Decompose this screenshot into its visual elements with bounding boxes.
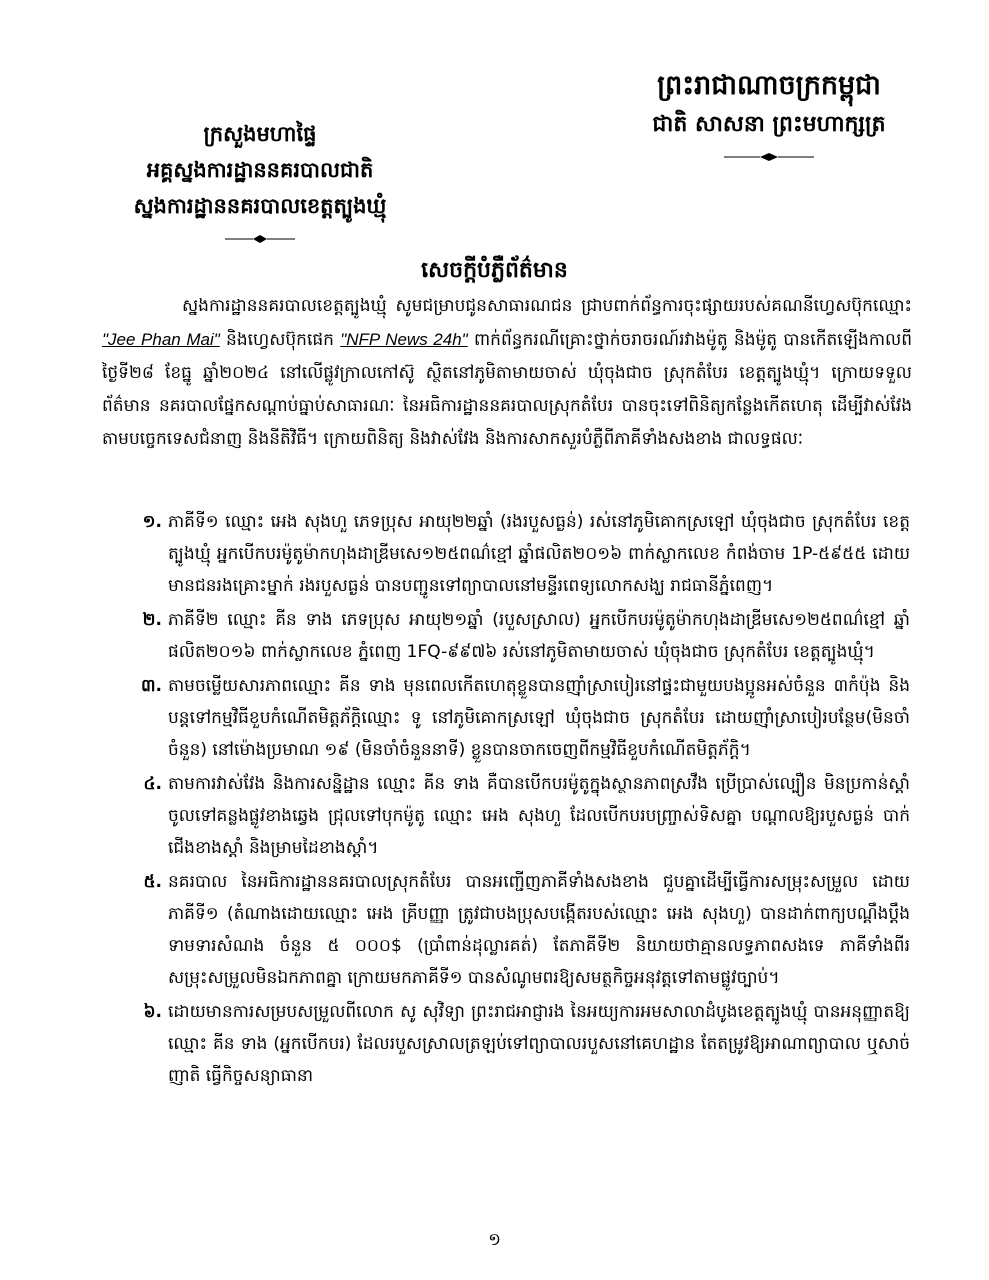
list-item — [110, 670, 910, 766]
ministry-header — [100, 116, 420, 244]
item-number: ៤. — [143, 774, 162, 794]
ornament-divider-icon — [724, 152, 814, 162]
intro-paragraph — [102, 290, 912, 456]
intro-text: និងហ្វេសប៊ុកផេក — [219, 330, 341, 350]
facebook-page-name: "NFP News 24h" — [340, 330, 468, 349]
document-title: សេចក្តីបំភ្លឺព័ត៌មាន — [421, 258, 568, 283]
item-number: ១. — [142, 512, 162, 532]
item-text: នគរបាល នៃអធិការដ្ឋាននគរបាលស្រុកតំបែរ បានអញ្ជើញភាគីទាំងសងខាង ជួបគ្នាដើម្បីធ្វើការសម្រុះសម្រួល ដោយភាគីទី១ (តំណាងដោយឈ្មោះ អេង គ្រីបញ្ញា ត្រូវជាបងប្រុសបង្កើតរបស់ឈ្មោះ អេង សុងហួ) បានដាក់ពាក្យបណ្តឹងប្តឹងទាមទារសំណង ចំនួន ៥ ០០០$ (ប្រាំពាន់ដុល្លារគត់) តែភាគីទី២ និយាយថាគ្មានលទ្ធភាពសងទេ ភាគីទាំងពីរសម្រុះសម្រួលមិនឯកភាពគ្នា ក្រោយមកភាគីទី១ បានសំណូមពរឱ្យសមត្ថកិច្ចអនុវត្តទៅតាមផ្លូវច្បាប់។ — [168, 872, 910, 988]
item-number: ២. — [142, 610, 162, 630]
facebook-account-name: "Jee Phan Mai" — [102, 330, 220, 349]
ministry-name: ក្រសួងមហាផ្ទៃ — [203, 122, 317, 146]
item-text: តាមចម្លើយសារភាពឈ្មោះ គីន ទាង មុនពេលកើតហេតុខ្លួនបានញ៉ាំស្រាបៀរនៅផ្ទះជាមួយបងប្អូនអស់ចំនួន ៣កំប៉ុង និងបន្តទៅកម្មវិធីខួបកំណើតមិត្តភ័ក្តិឈ្មោះ ទូ នៅភូមិគោកស្រឡៅ ឃុំចុងជាច ស្រុកតំបែរ ដោយញ៉ាំស្រាបៀរបន្ថែម(មិនចាំចំនួន) នៅម៉ោងប្រមាណ ១៩ (មិនចាំចំនួននាទី) ខ្លួនបានចាកចេញពីកម្មវិធីខួបកំណើតមិត្តភ័ក្តិ។ — [168, 676, 910, 760]
kingdom-title: ព្រះរាជាណាចក្រកម្ពុជា — [657, 70, 881, 101]
kingdom-motto: ជាតិ សាសនា ព្រះមហាក្សត្រ — [652, 112, 886, 137]
item-text: ភាគីទី២ ឈ្មោះ គីន ទាង ភេទប្រុស អាយុ២១ឆ្នាំ (របួសស្រាល) អ្នកបើកបរម៉ូតូម៉ាកហុងដាឌ្រីមសេ១២៥ពណ៌ខ្មៅ ឆ្នាំផលិត២០១៦ ពាក់ស្លាកលេខ ភ្នំពេញ 1FQ-៩៩៧៦ រស់នៅភូមិតាមាយចាស់ ឃុំចុងជាច ស្រុកតំបែរ ខេត្តត្បូងឃ្មុំ។ — [168, 610, 910, 662]
item-text: តាមការវាស់វែង និងការសន្និដ្ឋាន ឈ្មោះ គីន ទាង គឺបានបើកបរម៉ូតូក្នុងស្ថានភាពស្រវឹង ប្រើប្រាស់ល្បឿន មិនប្រកាន់ស្តាំចូលទៅគន្លងផ្លូវខាងឆ្វេង ជ្រុលទៅបុកម៉ូតូ ឈ្មោះ អេង សុងហួ ដែលបើកបរបញ្ច្រាស់ទិសគ្នា បណ្តាលឱ្យរបួសធ្ងន់ បាក់ជើងខាងស្តាំ និងម្រាមដៃខាងស្តាំ។ — [168, 774, 910, 858]
general-commissariat: អគ្គស្នងការដ្ឋាននគរបាលជាតិ — [146, 158, 374, 182]
ornament-divider-icon — [225, 234, 295, 244]
intro-text: ពាក់ព័ន្ធករណីគ្រោះថ្នាក់ចរាចរណ៍រវាងម៉ូតូ និងម៉ូតូ បានកើតឡើងកាលពីថ្ងៃទី២៨ ខែធ្នូ ឆ្នាំ២០២៤ នៅលើផ្លូវក្រាលកៅស៊ូ ស្ថិតនៅភូមិតាមាយចាស់ ឃុំចុងជាច ស្រុកតំបែរ ខេត្តត្បូងឃ្មុំ។ ក្រោយទទួលព័ត៌មាន នគរបាលផ្នែកសណ្តាប់ធ្នាប់សាធារណៈ នៃអធិការដ្ឋាននគរបាលស្រុកតំបែរ បានចុះទៅពិនិត្យកន្លែងកើតហេតុ ដើម្បីវាស់វែងតាមបច្ចេកទេសជំនាញ និងនីតិវិធី។ ក្រោយពិនិត្យ និងវាស់វែង និងការសាកសួរបំភ្លឺពីភាគីទាំងសងខាង ជាលទ្ធផលៈ — [102, 330, 912, 449]
list-item — [110, 996, 910, 1092]
item-text: ភាគីទី១ ឈ្មោះ អេង សុងហួ ភេទប្រុស អាយុ២២ឆ្នាំ (រងរបួសធ្ងន់) រស់នៅភូមិគោកស្រឡៅ ឃុំចុងជាច ស្រុកតំបែរ ខេត្តត្បូងឃ្មុំ អ្នកបើកបរម៉ូតូម៉ាកហុងដាឌ្រីមសេ១២៥ពណ៌ខ្មៅ ឆ្នាំផលិត២០១៦ ពាក់ស្លាកលេខ កំពង់ចាម 1P-៥៩៥៥ ដោយមានជនរងគ្រោះម្នាក់ រងរបួសធ្ងន់ បានបញ្ជូនទៅព្យាបាលនៅមន្ទីរពេទ្យលោកសង្ឃ រាជធានីភ្នំពេញ។ — [168, 512, 910, 596]
item-number: ៦. — [143, 1002, 162, 1022]
list-item — [110, 506, 910, 602]
page-number: ១ — [488, 1230, 501, 1250]
item-text: ដោយមានការសម្របសម្រួលពីលោក សូ សុវិទ្យា ព្រះរាជអាជ្ញារង នៃអយ្យការអមសាលាដំបូងខេត្តត្បូងឃ្មុំ បានអនុញ្ញាតឱ្យឈ្មោះ គីន ទាង (អ្នកបើកបរ) ដែលរបួសស្រាលត្រឡប់ទៅព្យាបាលរបួសនៅគេហដ្ឋាន តែតម្រូវឱ្យអាណាព្យាបាល ឬសាច់ញាតិ ធ្វើកិច្ចសន្យាធានា — [168, 1002, 910, 1086]
list-item — [110, 604, 910, 668]
list-item — [110, 768, 910, 864]
item-number: ៥. — [143, 872, 162, 892]
kingdom-header — [619, 64, 919, 162]
list-item — [110, 866, 910, 994]
intro-text: ស្នងការដ្ឋាននគរបាលខេត្តត្បូងឃ្មុំ សូមជម្រាបជូនសាធារណជន ជ្រាបពាក់ព័ន្ធការចុះផ្សាយរបស់គណនីហ្វេសប៊ុកឈ្មោះ — [182, 296, 912, 316]
provincial-commissariat: ស្នងការដ្ឋាននគរបាលខេត្តត្បូងឃ្មុំ — [133, 194, 387, 218]
findings-list — [110, 506, 910, 1094]
item-number: ៣. — [141, 676, 162, 696]
